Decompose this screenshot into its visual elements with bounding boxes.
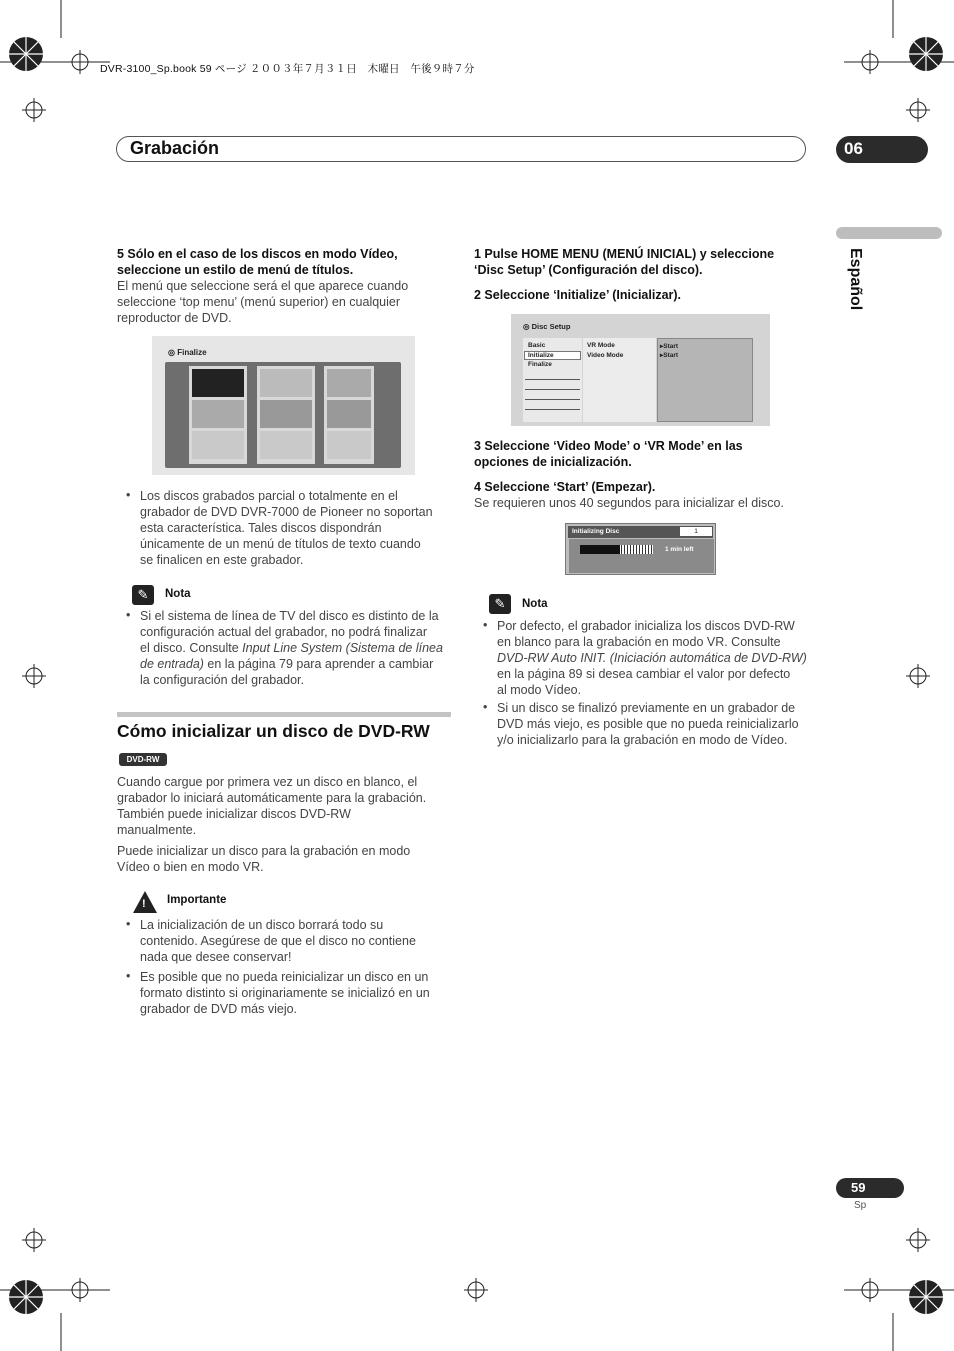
mode-vr[interactable]: VR Mode — [587, 342, 615, 349]
mode-video[interactable]: Video Mode — [587, 352, 624, 359]
note-reference-2: de entrada) — [140, 657, 204, 671]
para1-line1: Cuando cargue por primera vez un disco en blanco, el — [117, 775, 418, 789]
step5-title-line2: seleccione un estilo de menú de títulos. — [117, 263, 354, 277]
section-rule — [117, 712, 451, 717]
step4: 4 Seleccione ‘Start’ (Empezar). — [474, 480, 656, 494]
note-line4 — [140, 656, 433, 672]
mode-panel — [583, 338, 656, 422]
menu-initialize[interactable]: Initialize — [528, 352, 554, 359]
rnote1-line1: Por defecto, el grabador inicializa los discos DVD-RW — [497, 619, 795, 633]
time-remaining: 1 min left — [665, 546, 694, 553]
menu-finalize[interactable]: Finalize — [528, 361, 552, 368]
dvd-rw-badge: DVD-RW — [119, 753, 167, 766]
step5-body-3: reproductor de DVD. — [117, 311, 232, 325]
imp2-line2: formato distinto si originariamente se inicializó en un — [140, 986, 430, 1000]
step5-body-2: seleccione ‘top menu’ (menú superior) en cualquier — [117, 295, 401, 309]
disc-icon: ◎ — [523, 322, 530, 331]
note-line5: la configuración del grabador. — [140, 673, 305, 687]
page-number: 59 — [851, 1180, 866, 1195]
bullet1-line2: grabador de DVD DVR-7000 de Pioneer no soportan — [140, 505, 433, 519]
para2-line1: Puede inicializar un disco para la grabación en modo — [117, 844, 411, 858]
imp1-line3: nada que desee conservar! — [140, 950, 292, 964]
disc-setup-screenshot — [511, 314, 770, 426]
start-video[interactable] — [660, 351, 678, 359]
step5-title-line1: 5 Sólo en el caso de los discos en modo Vídeo, — [117, 247, 398, 261]
note-label: Nota — [165, 588, 191, 600]
rnote1-line5: al modo Vídeo. — [497, 683, 582, 697]
note-label-right: Nota — [522, 598, 548, 610]
step1-line2: ‘Disc Setup’ (Configuración del disco). — [474, 263, 703, 277]
bullet1-line3: esta característica. Tales discos dispondrán — [140, 521, 382, 535]
note-line3-text: el disco. Consulte — [140, 641, 243, 655]
bullet1-line4: únicamente de un menú de títulos de texto cuando — [140, 537, 421, 551]
para2-line2: Vídeo o bien en modo VR. — [117, 860, 264, 874]
menu-style-1[interactable] — [189, 366, 247, 464]
page-number-badge — [836, 1178, 904, 1198]
imp2-line1: Es posible que no pueda reinicializar un disco en un — [140, 970, 429, 984]
step5-body-1: El menú que seleccione será el que aparece cuando — [117, 279, 409, 293]
note-line1: Si el sistema de línea de TV del disco es distinto de la — [140, 609, 439, 623]
note-line2: configuración actual del grabador, no podrá finalizar — [140, 625, 427, 639]
rnote2-line2: DVD más viejo, es posible que no pueda reinicializarlo — [497, 717, 799, 731]
play-icon: ▸ — [660, 352, 664, 359]
progress-fill — [580, 545, 620, 554]
language-label: Español — [847, 248, 864, 311]
disc-setup-title: Disc Setup — [531, 322, 571, 331]
note-icon: ✎ — [132, 585, 154, 605]
disc-icon: ◎ — [168, 348, 175, 357]
title-frame — [116, 136, 806, 162]
language-code: Sp — [854, 1200, 867, 1211]
rnote1-reference: DVD-RW Auto INIT. (Iniciación automática de DVD-RW) — [497, 651, 807, 665]
imp2-line3: grabador de DVD más viejo. — [140, 1002, 298, 1016]
dialog-count: 1 — [680, 527, 712, 536]
finalize-screenshot — [152, 336, 415, 475]
step3-line1: 3 Seleccione ‘Video Mode’ o ‘VR Mode’ en las — [474, 439, 743, 453]
start-video-label: Start — [663, 352, 679, 359]
rnote2-line1: Si un disco se finalizó previamente en un grabador de — [497, 701, 796, 715]
note-icon: ✎ — [489, 594, 511, 614]
menu-style-3[interactable] — [324, 366, 374, 464]
rnote1-line4: en la página 89 si desea cambiar el valor por defecto — [497, 667, 791, 681]
bullet1-line1: Los discos grabados parcial o totalmente en el — [140, 489, 398, 503]
menu-style-2[interactable] — [257, 366, 315, 464]
file-info-line: DVR-3100_Sp.book 59 ページ ２００３年７月３１日 木曜日 午後９時７分 — [100, 63, 475, 75]
rnote2-line3: y/o inicializarlo para la grabación en modo de Vídeo. — [497, 733, 788, 747]
start-vr-label: Start — [663, 343, 679, 350]
init-dialog — [565, 523, 716, 575]
step3-line2: opciones de inicialización. — [474, 455, 632, 469]
step1-line1: 1 Pulse HOME MENU (MENÚ INICIAL) y seleccione — [474, 247, 775, 261]
note-line3 — [140, 640, 443, 656]
start-vr[interactable] — [660, 342, 678, 350]
language-tab — [836, 227, 942, 239]
chapter-number: 06 — [844, 139, 863, 158]
imp1-line1: La inicialización de un disco borrará todo su — [140, 918, 384, 932]
para1-line2: grabador lo iniciará automáticamente para la grabación. — [117, 791, 427, 805]
imp1-line2: contenido. Asegúrese de que el disco no contiene — [140, 934, 416, 948]
progress-bar — [580, 545, 653, 554]
play-icon: ▸ — [660, 343, 664, 350]
rnote1-line2: en blanco para la grabación en modo VR. Consulte — [497, 635, 781, 649]
note-line4-text: en la página 79 para aprender a cambiar — [203, 657, 434, 671]
para1-line3: También puede inicializar discos DVD-RW — [117, 807, 351, 821]
menu-basic[interactable]: Basic — [528, 342, 546, 349]
step2: 2 Seleccione ‘Initialize’ (Inicializar). — [474, 288, 682, 302]
note-reference-1: Input Line System (Sistema de línea — [242, 641, 443, 655]
importante-label: Importante — [167, 894, 227, 906]
section-title: Cómo inicializar un disco de DVD-RW — [117, 721, 430, 741]
dialog-title: Initializing Disc — [572, 528, 620, 535]
step4-body: Se requieren unos 40 segundos para inicializar el disco. — [474, 496, 784, 510]
bullet1-line5: se finalicen en este grabador. — [140, 553, 304, 567]
finalize-label: Finalize — [177, 348, 207, 357]
page-title: Grabación — [130, 138, 220, 158]
para1-line4: manualmente. — [117, 823, 197, 837]
